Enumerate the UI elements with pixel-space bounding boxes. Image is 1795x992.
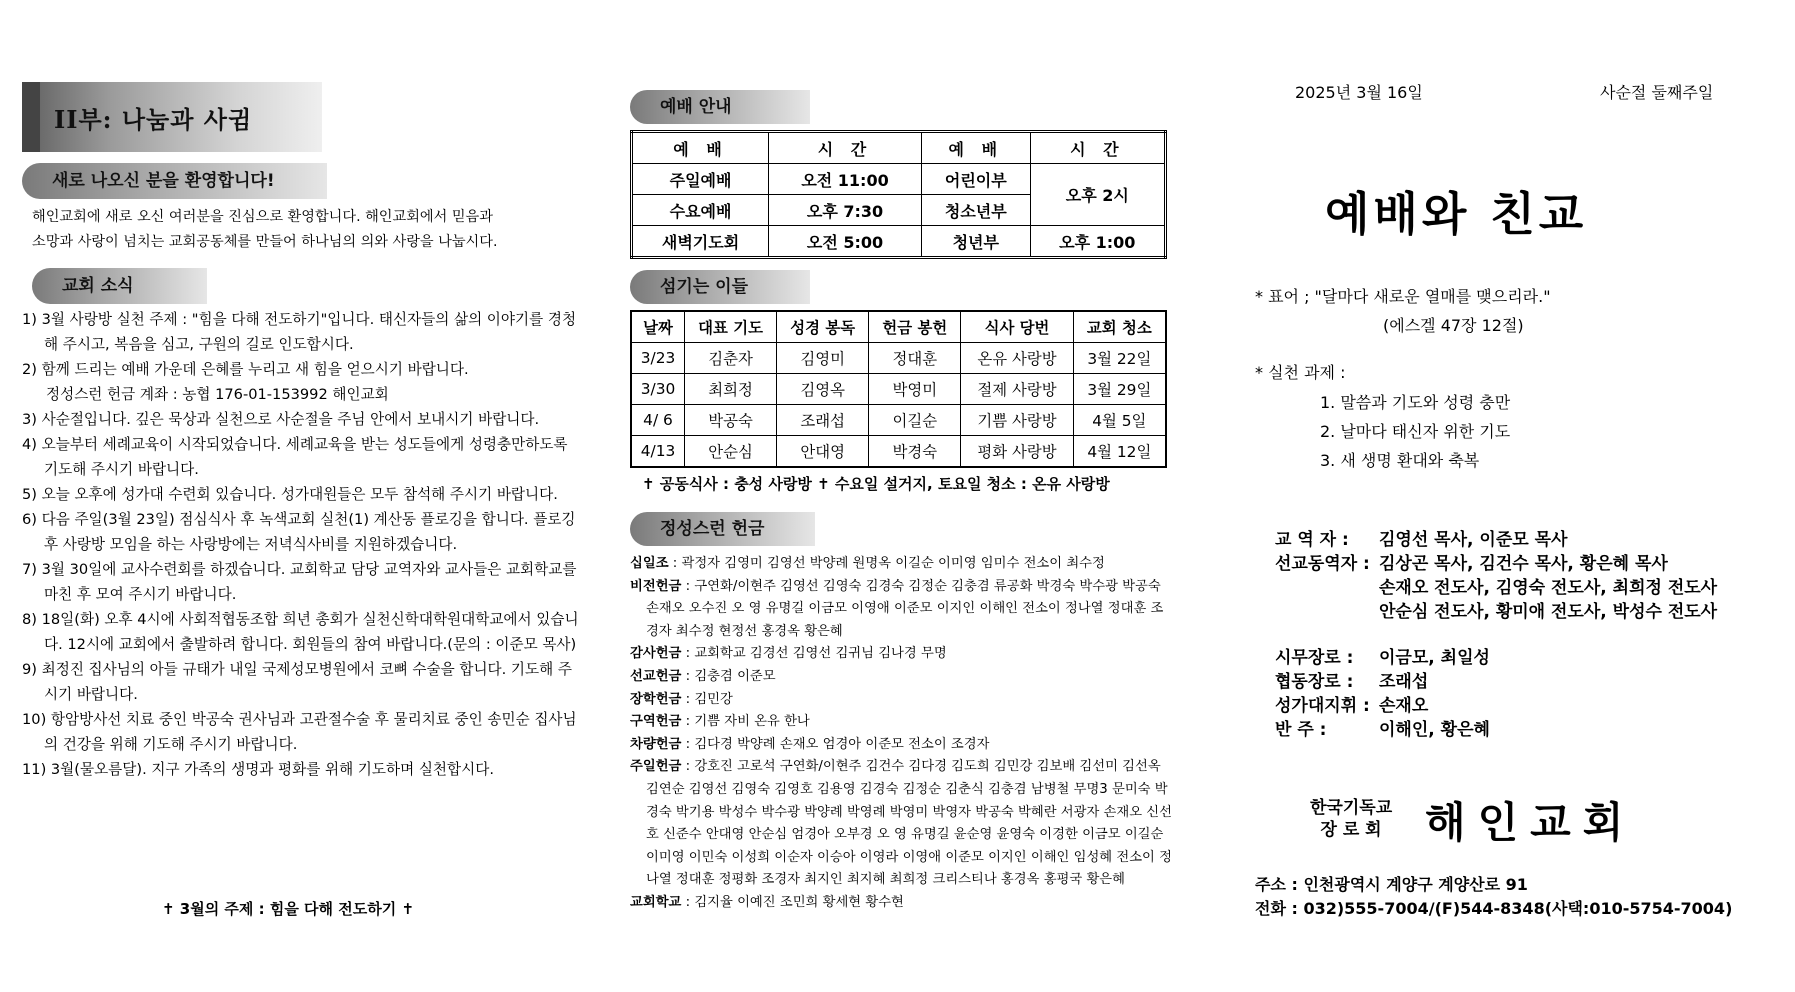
table-cell: 오후 1:00	[1030, 226, 1165, 258]
elder-row	[1275, 694, 1717, 718]
offering-label: 교회학교	[630, 894, 682, 910]
news-item: 3) 사순절입니다. 깊은 묵상과 실천으로 사순절을 주님 안에서 보내시기 바랍니다.	[22, 411, 540, 428]
offering-entry	[630, 892, 1175, 915]
staff-value: 손재오 전도사, 김영숙 전도사, 최희정 전도사	[1379, 578, 1718, 598]
serve-note: ✝ 공동식사 : 충성 사랑방 ✝ 수요일 설거지, 토요일 청소 : 온유 사랑방	[642, 475, 1110, 493]
offering-entry	[630, 734, 1175, 757]
table-cell: 김춘자	[685, 343, 777, 374]
offering-label: 장학헌금	[630, 691, 682, 707]
staff-label: 선교동역자 :	[1275, 554, 1370, 574]
offering-label: 차량헌금	[630, 736, 682, 752]
page-title: 예배와 친교	[1325, 187, 1588, 241]
staff-label	[1275, 576, 1379, 600]
elder-row	[1275, 670, 1717, 694]
table-cell: 최희정	[685, 374, 777, 405]
welcome-text	[32, 205, 497, 255]
table-row	[631, 374, 1166, 405]
denomination	[1310, 797, 1392, 841]
offering-names: : 강호진 고로석 구연화/이현주 김건수 김다경 김도희 김민강 김보배 김선미 김선옥 김연순 김영선 김영숙 김영호 김용영 김경숙 김정순 김춘식 김충겸 남병철 무명3 문미숙 박경숙 박기용 박성수 박수광 박양례 박영례 박영미 박영자 박공숙 박혜란 서광자 손재오 신선호 신준수 안대영 안순심 엄경아 오부경 오 영 유명길 윤순영 윤영숙 이경한 이금모 이길순 이미영 이민숙 이성희 이순자 이승아 이영라 이영애 이준모 이지인 이해인 임성혜 전소이 정나열 정대훈 정평화 조경자 최지인 최지혜 최희정 크리스티나 홍경옥 홍평국 황은혜	[646, 759, 1172, 888]
staff-value: 김영선 목사, 이준모 목사	[1379, 530, 1568, 550]
staff-row	[1275, 552, 1717, 576]
table-cell: 이길순	[869, 405, 961, 436]
offering-entry	[630, 689, 1175, 712]
denomination-line-2: 장 로 회	[1320, 820, 1382, 840]
task-item: 1. 말씀과 기도와 성령 충만	[1320, 393, 1511, 412]
news-tab: 교회 소식	[32, 268, 207, 304]
news-item: 정성스런 헌금 계좌 : 농협 176-01-153992 해인교회	[46, 386, 389, 403]
table-row	[631, 436, 1166, 468]
table-cell: 3/23	[631, 343, 685, 374]
offering-label: 선교헌금	[630, 668, 682, 684]
table-row	[632, 226, 1166, 258]
offering-names: : 김충겸 이준모	[681, 668, 776, 684]
offering-entry	[630, 666, 1175, 689]
phone: 전화 : 032)555-7004/(F)544-8348(사택:010-5754-7004)	[1255, 899, 1733, 918]
elder-value: 이해인, 황은혜	[1379, 720, 1490, 740]
table-header-row	[632, 132, 1166, 164]
table-cell: 오전 11:00	[769, 164, 922, 195]
table-cell: 3월 22일	[1073, 343, 1166, 374]
table-header: 날짜	[631, 311, 685, 343]
table-cell: 정대훈	[869, 343, 961, 374]
news-list	[22, 307, 582, 782]
table-cell: 청소년부	[921, 195, 1030, 226]
motto: * 표어 ; "달마다 새로운 열매를 맺으리라."	[1255, 287, 1551, 306]
welcome-tab: 새로 나오신 분을 환영합니다!	[22, 163, 327, 199]
news-item: 5) 오늘 오후에 성가대 수련회 있습니다. 성가대원들은 모두 참석해 주시기 바랍니다.	[22, 486, 558, 503]
elder-label: 협동장로 :	[1275, 672, 1354, 692]
table-header: 시 간	[769, 132, 922, 164]
table-header-row	[631, 311, 1166, 343]
elder-value: 조래섭	[1379, 672, 1429, 692]
serve-table	[630, 310, 1167, 468]
offering-list	[630, 553, 1175, 915]
table-cell: 오후 7:30	[769, 195, 922, 226]
table-cell: 온유 사랑방	[961, 343, 1073, 374]
table-cell: 3/30	[631, 374, 685, 405]
table-cell: 오전 5:00	[769, 226, 922, 258]
news-item: 1) 3월 사랑방 실천 주제 : "힘을 다해 전도하기"입니다. 태신자들의 삶의 이야기를 경청해 주시고, 복음을 심고, 구원의 길로 인도합시다.	[22, 311, 577, 353]
address: 주소 : 인천광역시 계양구 계양산로 91	[1255, 875, 1528, 894]
bulletin-date: 2025년 3월 16일	[1295, 83, 1423, 102]
denomination-line-1: 한국기독교	[1310, 798, 1393, 818]
table-header: 식사 당번	[961, 311, 1073, 343]
worship-tab: 예배 안내	[630, 90, 810, 124]
liturgical-season: 사순절 둘째주일	[1600, 83, 1714, 102]
elder-row	[1275, 646, 1717, 670]
table-row	[631, 405, 1166, 436]
elder-value: 손재오	[1379, 696, 1429, 716]
church-name: 해인교회	[1425, 798, 1636, 847]
offering-entry	[630, 711, 1175, 734]
elder-value: 이금모, 최일성	[1379, 648, 1490, 668]
table-cell: 청년부	[921, 226, 1030, 258]
welcome-line-2: 소망과 사랑이 넘치는 교회공동체를 만들어 하나님의 의와 사랑을 나눕시다.	[32, 234, 498, 250]
staff-value: 김상곤 목사, 김건수 목사, 황은혜 목사	[1379, 554, 1668, 574]
offering-entry	[630, 576, 1175, 644]
elder-row	[1275, 718, 1717, 742]
table-cell: 기쁨 사랑방	[961, 405, 1073, 436]
table-cell: 오후 2시	[1030, 164, 1165, 226]
table-cell: 3월 29일	[1073, 374, 1166, 405]
offering-names: : 곽정자 김영미 김영선 박양례 원명옥 이길순 이미영 임미수 전소이 최수정	[668, 556, 1105, 571]
table-cell: 수요예배	[632, 195, 769, 226]
offering-label: 구역헌금	[630, 714, 682, 730]
part-title-banner	[22, 82, 322, 152]
table-cell: 박경숙	[869, 436, 961, 468]
staff-list	[1275, 528, 1717, 742]
offering-names: : 김다경 박양례 손재오 엄경아 이준모 전소이 조경자	[681, 736, 990, 752]
elder-label: 성가대지휘 :	[1275, 696, 1370, 716]
offering-entry	[630, 643, 1175, 666]
table-cell: 김영옥	[777, 374, 869, 405]
table-header: 예 배	[632, 132, 769, 164]
news-item: 7) 3월 30일에 교사수련회를 하겠습니다. 교회학교 담당 교역자와 교사들은 교회학교를 마친 후 모여 주시기 바랍니다.	[22, 561, 577, 603]
table-cell: 어린이부	[921, 164, 1030, 195]
offering-names: : 구연화/이현주 김영선 김영숙 김경숙 김정순 김충겸 류공화 박경숙 박수광 박공숙 손재오 오수진 오 영 유명길 이금모 이영애 이준모 이지인 이해인 전소이 정나열 정대훈 조경자 최수정 현정선 홍경옥 황은혜	[646, 578, 1164, 639]
offering-label: 감사헌금	[630, 646, 682, 662]
offering-label: 비전헌금	[630, 578, 682, 594]
offering-entry	[630, 553, 1175, 576]
offering-label: 십일조	[630, 556, 669, 571]
table-cell: 안대영	[777, 436, 869, 468]
table-cell: 4/ 6	[631, 405, 685, 436]
table-cell: 안순심	[685, 436, 777, 468]
table-cell: 조래섭	[777, 405, 869, 436]
monthly-theme: ✝ 3월의 주제 : 힘을 다해 전도하기 ✝	[162, 900, 415, 918]
table-cell: 4월 12일	[1073, 436, 1166, 468]
tasks-title: * 실천 과제 :	[1255, 363, 1346, 382]
staff-row	[1275, 528, 1717, 552]
part-title: II부: 나눔과 사귐	[54, 105, 253, 134]
motto-reference: (에스겔 47장 12절)	[1383, 316, 1524, 335]
news-item: 4) 오늘부터 세례교육이 시작되었습니다. 세례교육을 받는 성도들에게 성령충만하도록 기도해 주시기 바랍니다.	[22, 436, 568, 478]
news-item: 11) 3월(물오름달). 지구 가족의 생명과 평화를 위해 기도하며 실천합시다.	[22, 761, 494, 778]
staff-row	[1275, 576, 1717, 600]
offering-names: : 김민강	[681, 691, 733, 707]
table-cell: 4월 5일	[1073, 405, 1166, 436]
offering-names: : 기쁨 자비 온유 한나	[681, 714, 810, 730]
welcome-line-1: 해인교회에 새로 오신 여러분을 진심으로 환영합니다. 해인교회에서 믿음과	[32, 209, 493, 225]
news-item: 6) 다음 주일(3월 23일) 점심식사 후 녹색교회 실천(1) 계산동 플로깅을 합니다. 플로깅 후 사랑방 모임을 하는 사랑방에는 저녁식사비를 지원하겠습니다.	[22, 511, 576, 553]
elder-label: 시무장로 :	[1275, 648, 1354, 668]
table-cell: 평화 사랑방	[961, 436, 1073, 468]
table-cell: 김영미	[777, 343, 869, 374]
table-header: 성경 봉독	[777, 311, 869, 343]
tasks-list	[1320, 388, 1510, 475]
task-item: 3. 새 생명 환대와 축복	[1320, 451, 1480, 470]
news-item: 9) 최정진 집사님의 아들 규태가 내일 국제성모병원에서 코뼈 수술을 합니다. 기도해 주시기 바랍니다.	[22, 661, 572, 703]
serve-tab: 섬기는 이들	[630, 270, 810, 304]
table-cell: 새벽기도회	[632, 226, 769, 258]
table-cell: 박영미	[869, 374, 961, 405]
offering-names: : 김지율 이예진 조민희 황세현 황수현	[681, 894, 904, 910]
table-header: 대표 기도	[685, 311, 777, 343]
table-header: 헌금 봉헌	[869, 311, 961, 343]
offering-tab: 정성스런 헌금	[630, 512, 815, 546]
offering-names: : 교회학교 김경선 김영선 김귀님 김나경 무명	[681, 646, 947, 662]
table-header: 시 간	[1030, 132, 1165, 164]
table-cell: 절제 사랑방	[961, 374, 1073, 405]
staff-label	[1275, 600, 1379, 624]
news-item: 8) 18일(화) 오후 4시에 사회적협동조합 희년 총회가 실천신학대학원대학교에서 있습니다. 12시에 교회에서 출발하려 합니다. 회원들의 참여 바랍니다.(문의 : 이준모 목사)	[22, 611, 579, 653]
table-cell: 주일예배	[632, 164, 769, 195]
news-item: 10) 항암방사선 치료 중인 박공숙 권사님과 고관절수술 후 물리치료 중인 송민순 집사님의 건강을 위해 기도해 주시기 바랍니다.	[22, 711, 577, 753]
task-item: 2. 날마다 태신자 위한 기도	[1320, 422, 1511, 441]
staff-value: 안순심 전도사, 황미애 전도사, 박성수 전도사	[1379, 602, 1718, 622]
offering-entry	[630, 756, 1175, 892]
worship-table	[630, 130, 1167, 259]
offering-label: 주일헌금	[630, 759, 682, 775]
elder-label: 반 주 :	[1275, 720, 1327, 740]
table-row	[632, 164, 1166, 195]
table-header: 교회 청소	[1073, 311, 1166, 343]
staff-label: 교 역 자 :	[1275, 530, 1349, 550]
contact-info	[1255, 873, 1732, 921]
news-item: 2) 함께 드리는 예배 가운데 은혜를 누리고 새 힘을 얻으시기 바랍니다.	[22, 361, 469, 378]
table-cell: 4/13	[631, 436, 685, 468]
table-cell: 박공숙	[685, 405, 777, 436]
table-row	[631, 343, 1166, 374]
table-header: 예 배	[921, 132, 1030, 164]
staff-row	[1275, 600, 1717, 624]
